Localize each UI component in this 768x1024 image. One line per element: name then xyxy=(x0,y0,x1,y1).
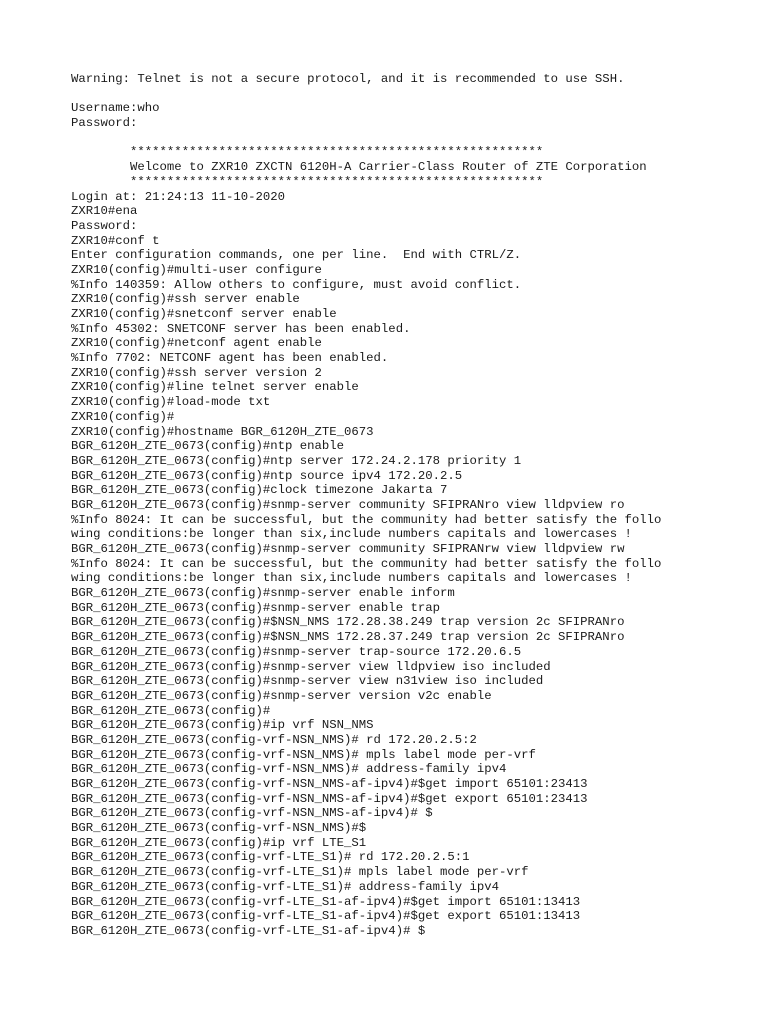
terminal-line: BGR_6120H_ZTE_0673(config)#$NSN_NMS 172.28.37.249 trap version 2c SFIPRANro xyxy=(71,630,625,645)
terminal-line: BGR_6120H_ZTE_0673(config)#snmp-server trap-source 172.20.6.5 xyxy=(71,644,522,659)
terminal-line: ZXR10#ena xyxy=(71,204,138,219)
terminal-line: BGR_6120H_ZTE_0673(config)#snmp-server version v2c enable xyxy=(71,688,492,703)
banner-border-bottom: ******************************************************** xyxy=(71,174,544,189)
terminal-line: %Info 7702: NETCONF agent has been enabled. xyxy=(71,351,389,366)
terminal-line: BGR_6120H_ZTE_0673(config)#clock timezone Jakarta 7 xyxy=(71,483,448,498)
blank-line xyxy=(71,87,761,102)
terminal-line: BGR_6120H_ZTE_0673(config-vrf-NSN_NMS-af-ipv4)#$get export 65101:23413 xyxy=(71,791,588,806)
terminal-line: BGR_6120H_ZTE_0673(config)#snmp-server view n31view iso included xyxy=(71,674,544,689)
terminal-line: BGR_6120H_ZTE_0673(config)#$NSN_NMS 172.28.38.249 trap version 2c SFIPRANro xyxy=(71,615,625,630)
username-line: Username:who xyxy=(71,101,160,116)
terminal-line: BGR_6120H_ZTE_0673(config-vrf-NSN_NMS)#$ xyxy=(71,821,367,836)
terminal-line: ZXR10(config)#hostname BGR_6120H_ZTE_0673 xyxy=(71,424,374,439)
terminal-line: BGR_6120H_ZTE_0673(config)#snmp-server enable trap xyxy=(71,600,440,615)
terminal-line: BGR_6120H_ZTE_0673(config)#snmp-server enable inform xyxy=(71,586,455,601)
password-line: Password: xyxy=(71,116,138,131)
terminal-line: BGR_6120H_ZTE_0673(config)#ip vrf LTE_S1 xyxy=(71,835,367,850)
terminal-line: BGR_6120H_ZTE_0673(config)#snmp-server view lldpview iso included xyxy=(71,659,551,674)
terminal-line: BGR_6120H_ZTE_0673(config-vrf-NSN_NMS)# address-family ipv4 xyxy=(71,762,507,777)
terminal-line: BGR_6120H_ZTE_0673(config-vrf-NSN_NMS)# rd 172.20.2.5:2 xyxy=(71,732,477,747)
telnet-warning-line: Warning: Telnet is not a secure protocol, and it is recommended to use SSH. xyxy=(71,72,625,86)
terminal-line: BGR_6120H_ZTE_0673(config-vrf-NSN_NMS-af-ipv4)#$get import 65101:23413 xyxy=(71,777,588,791)
blank-line xyxy=(71,131,761,146)
terminal-log-page xyxy=(71,72,761,939)
session-output xyxy=(71,190,761,939)
terminal-line: BGR_6120H_ZTE_0673(config)#ip vrf NSN_NMS xyxy=(71,718,374,733)
terminal-line: Login at: 21:24:13 11-10-2020 xyxy=(71,189,286,204)
terminal-line: ZXR10(config)#line telnet server enable xyxy=(71,380,359,395)
terminal-line: ZXR10(config)#snetconf server enable xyxy=(71,307,337,321)
terminal-line: BGR_6120H_ZTE_0673(config-vrf-LTE_S1-af-ipv4)#$get export 65101:13413 xyxy=(71,909,581,924)
terminal-line: %Info 8024: It can be successful, but the community had better satisfy the follo xyxy=(71,556,662,571)
terminal-line: BGR_6120H_ZTE_0673(config-vrf-LTE_S1-af-ipv4)#$get import 65101:13413 xyxy=(71,894,581,909)
terminal-line: BGR_6120H_ZTE_0673(config)#snmp-server community SFIPRANrw view lldpview rw xyxy=(71,542,625,556)
terminal-line: Password: xyxy=(71,218,138,233)
terminal-line: BGR_6120H_ZTE_0673(config-vrf-LTE_S1)# rd 172.20.2.5:1 xyxy=(71,850,470,865)
terminal-line: BGR_6120H_ZTE_0673(config-vrf-LTE_S1)# address-family ipv4 xyxy=(71,879,500,894)
terminal-line: BGR_6120H_ZTE_0673(config-vrf-LTE_S1-af-ipv4)# $ xyxy=(71,923,426,938)
terminal-line: %Info 45302: SNETCONF server has been enabled. xyxy=(71,321,411,336)
terminal-line: BGR_6120H_ZTE_0673(config)#snmp-server community SFIPRANro view lldpview ro xyxy=(71,497,625,512)
terminal-line: Enter configuration commands, one per line. End with CTRL/Z. xyxy=(71,248,522,263)
terminal-line: %Info 8024: It can be successful, but the community had better satisfy the follo xyxy=(71,512,662,527)
terminal-line: BGR_6120H_ZTE_0673(config-vrf-NSN_NMS)# mpls label mode per-vrf xyxy=(71,747,536,762)
terminal-line: ZXR10#conf t xyxy=(71,233,160,248)
banner-border-top: ******************************************************** xyxy=(71,145,544,160)
banner-welcome-text: Welcome to ZXR10 ZXCTN 6120H-A Carrier-Class Router of ZTE Corporation xyxy=(71,160,647,175)
terminal-line: ZXR10(config)# xyxy=(71,409,175,424)
terminal-line: ZXR10(config)#netconf agent enable xyxy=(71,336,322,351)
terminal-line: %Info 140359: Allow others to configure, must avoid conflict. xyxy=(71,277,522,292)
terminal-line: ZXR10(config)#multi-user configure xyxy=(71,262,322,277)
terminal-line: BGR_6120H_ZTE_0673(config)#ntp server 172.24.2.178 priority 1 xyxy=(71,453,522,468)
terminal-line: ZXR10(config)#ssh server version 2 xyxy=(71,365,322,380)
terminal-line: BGR_6120H_ZTE_0673(config-vrf-LTE_S1)# mpls label mode per-vrf xyxy=(71,865,529,880)
terminal-line: BGR_6120H_ZTE_0673(config-vrf-NSN_NMS-af-ipv4)# $ xyxy=(71,806,433,821)
terminal-line: BGR_6120H_ZTE_0673(config)#ntp enable xyxy=(71,439,345,454)
terminal-line: ZXR10(config)#ssh server enable xyxy=(71,292,300,307)
terminal-line: wing conditions:be longer than six,include numbers capitals and lowercases ! xyxy=(71,571,632,586)
terminal-line: BGR_6120H_ZTE_0673(config)#ntp source ipv4 172.20.2.5 xyxy=(71,468,463,483)
terminal-line: wing conditions:be longer than six,include numbers capitals and lowercases ! xyxy=(71,527,632,542)
terminal-line: ZXR10(config)#load-mode txt xyxy=(71,395,271,410)
terminal-line: BGR_6120H_ZTE_0673(config)# xyxy=(71,703,271,718)
